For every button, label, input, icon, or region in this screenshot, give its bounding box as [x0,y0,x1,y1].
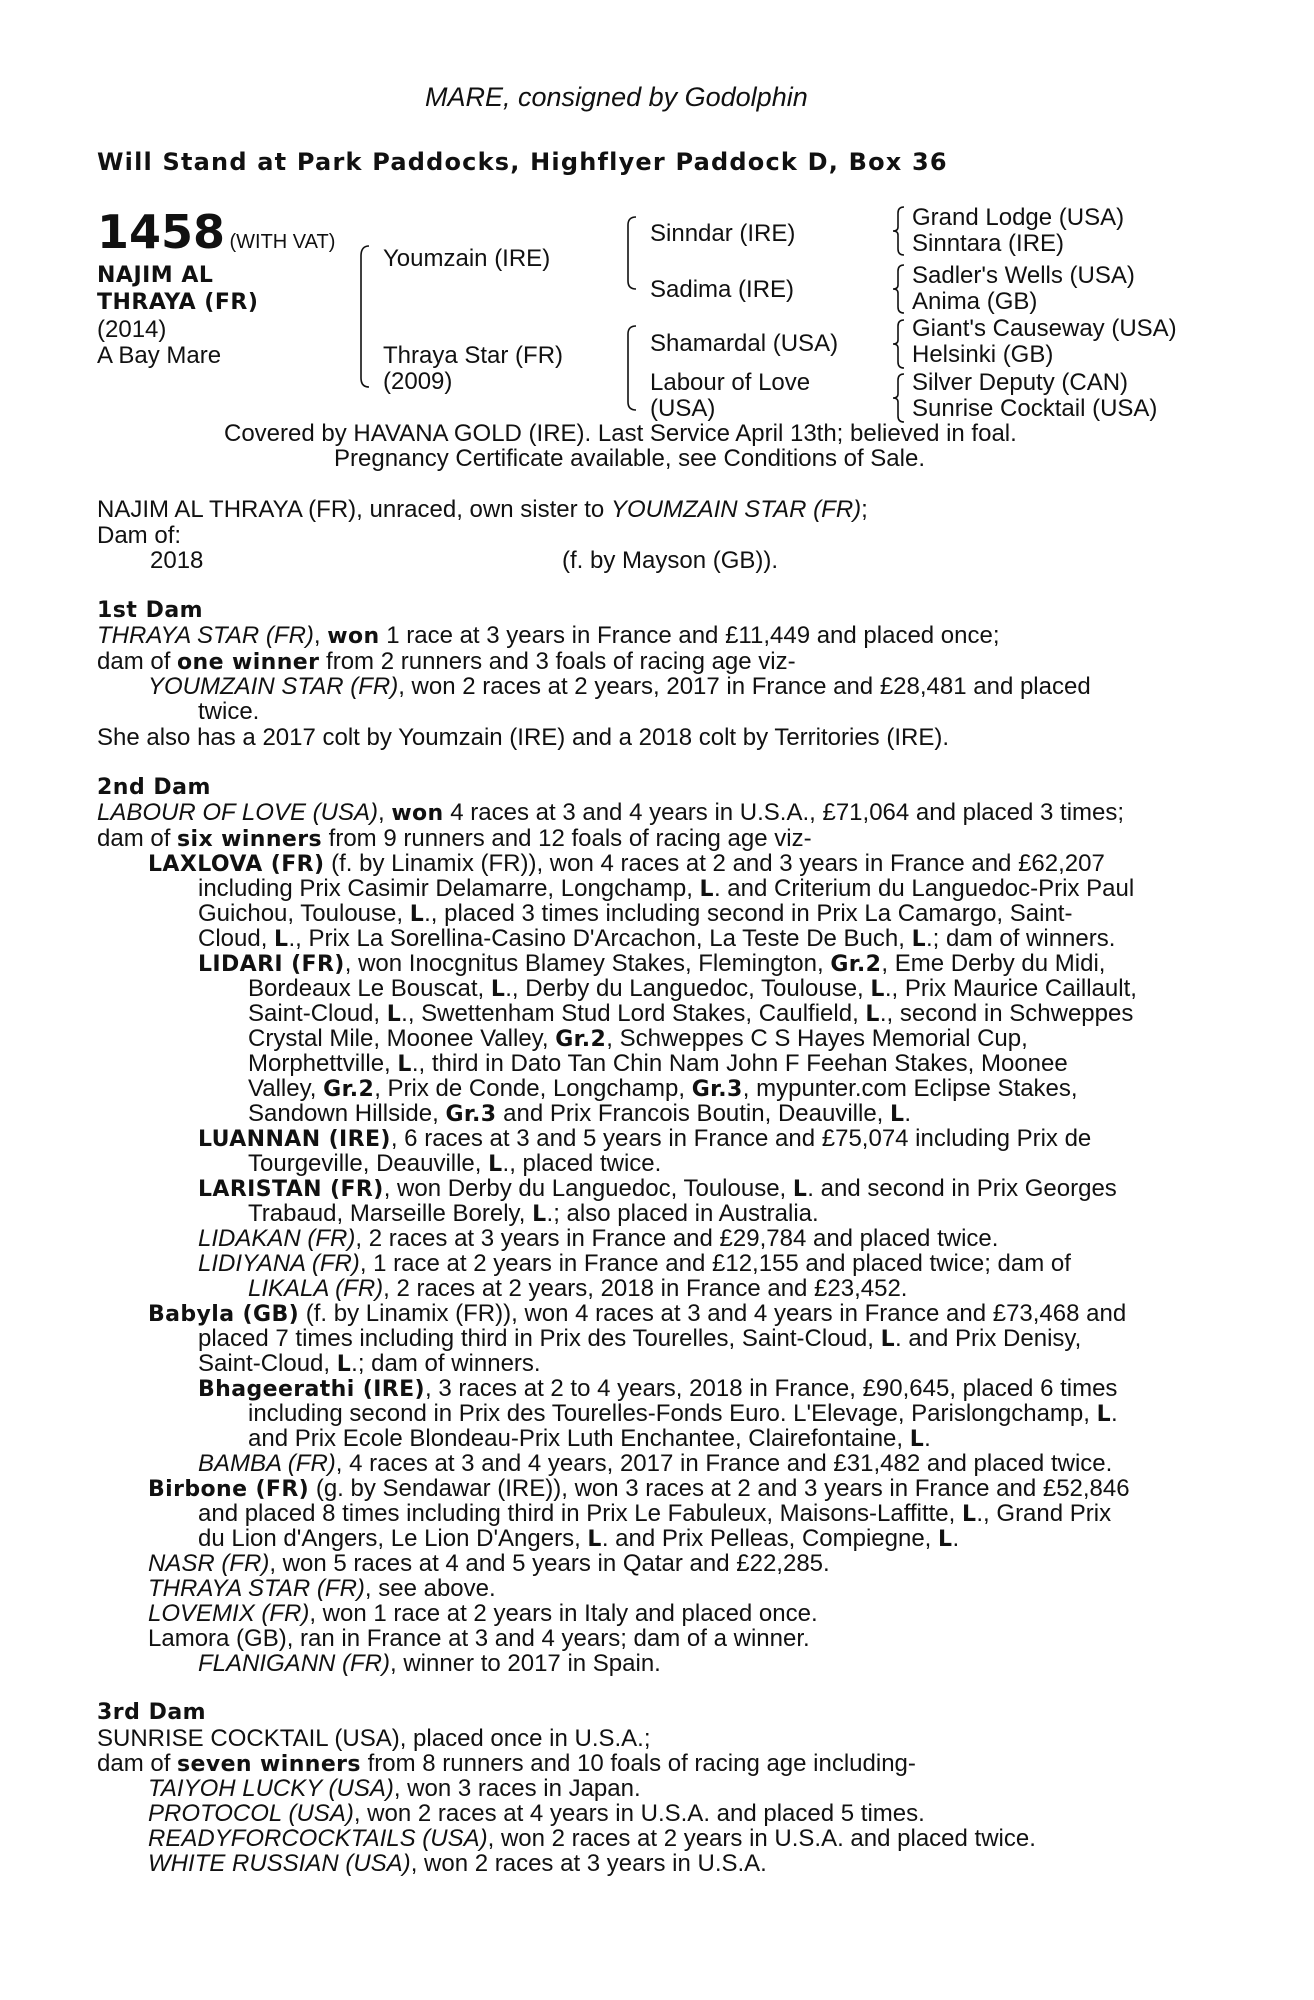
group-mark: Gr.2 [323,1077,375,1102]
text: du Lion d'Angers, Le Lion D'Angers, [198,1525,588,1552]
lidari-l3 [248,1000,1133,1028]
text: , won 2 races at 2 years in U.S.A. and placed twice. [487,1825,1036,1852]
text: , won 1 race at 2 years in Italy and placed once. [309,1600,818,1627]
first-dam-record: 1 race at 3 years in France and £11,449 and placed once; [379,622,1000,649]
vat-label: (WITH VAT) [229,231,336,253]
birbone-l2 [198,1500,1111,1528]
text: Tourgeville, Deauville, [248,1150,489,1177]
second-dam-line1 [97,799,1124,827]
pedigree-bracket-dam [622,324,642,412]
listed-mark: L [336,1352,352,1377]
text: . [904,1100,912,1127]
dam-of-pre: dam of [97,825,178,852]
first-dam-name: THRAYA STAR (FR) [97,622,314,649]
first-dam-progeny [148,673,1091,701]
lidari-name: LIDARI (FR) [198,952,345,977]
bhageerathi-name: Bhageerathi (IRE) [198,1377,426,1402]
listed-mark: L [961,1502,977,1527]
horse-name-line1: NAJIM AL [97,263,214,288]
intro-sister: YOUMZAIN STAR (FR) [610,496,862,523]
text: Cloud, [198,925,275,952]
text: , won Derby du Languedoc, Toulouse, [383,1175,793,1202]
taiyoh-name: TAIYOH LUCKY (USA) [148,1775,394,1802]
ped-dam-line1: Thraya Star (FR) [383,342,564,369]
text: (f. by Linamix (FR)), won 4 races at 3 and 4 years in France and £73,468 and [299,1300,1127,1327]
intro-text: NAJIM AL THRAYA (FR), unraced, own sister to [97,496,611,523]
lidari-l6 [248,1075,1078,1103]
second-dam-record: 4 races at 3 and 4 years in U.S.A., £71,064 and placed 3 times; [443,799,1125,826]
dam-of-label: Dam of: [97,522,182,549]
text: , Schweppes C S Hayes Memorial Cup, [606,1025,1028,1052]
group-mark: Gr.2 [830,952,882,977]
consignor-subtitle: MARE, consigned by Godolphin [425,82,808,112]
text: .; dam of winners. [351,1350,541,1377]
text: including Prix Casimir Delamarre, Longchamp, [198,875,700,902]
birbone-l3 [198,1525,959,1553]
bracket-ds [890,318,908,370]
runners-text: from 2 runners and 3 foals of racing age viz- [319,648,796,675]
listed-mark: L [880,1327,895,1352]
foal-desc: (f. by Mayson (GB)). [562,547,779,574]
third-dam-line2 [97,1750,916,1778]
listed-mark: L [890,1102,905,1127]
listed-mark: L [792,1177,808,1202]
bhag-l1 [198,1375,1117,1403]
babyla-name: Babyla (GB) [148,1302,300,1327]
second-dam-line2 [97,825,812,853]
text: Sandown Hillside, [248,1100,446,1127]
ped-dds: Silver Deputy (CAN) [912,369,1129,396]
text: , mypunter.com Eclipse Stakes, [742,1075,1078,1102]
text: , 2 races at 2 years, 2018 in France and £23,452. [383,1275,908,1302]
text: . and Prix Pelleas, Compiegne, [601,1525,939,1552]
ready-line [148,1825,1036,1853]
luannan-l1 [198,1125,1091,1153]
laristan-l2 [248,1200,819,1228]
covered-line1: Covered by HAVANA GOLD (IRE). Last Service April 13th; believed in foal. [224,420,1017,447]
text: placed 7 times including third in Prix des Tourelles, Saint-Cloud, [198,1325,881,1352]
text: , winner to 2017 in Spain. [390,1650,661,1677]
listed-mark: L [274,927,289,952]
laxlova-l2 [198,875,1134,903]
progeny-name: YOUMZAIN STAR (FR) [148,673,399,700]
text: ., Swettenham Stud Lord Stakes, Caulfield, [401,1000,866,1027]
bamba-line [198,1450,1112,1478]
lidiyana-line [198,1250,1071,1278]
first-dam-also: She also has a 2017 colt by Youmzain (IRE) and a 2018 colt by Territories (IRE). [97,724,950,751]
text: ., placed twice. [502,1150,662,1177]
luannan-l2 [248,1150,661,1178]
ped-dsd: Helsinki (GB) [912,341,1054,368]
text: Saint-Cloud, [248,1000,387,1027]
ped-dam-line2: (2009) [383,368,453,395]
text: , 3 races at 2 to 4 years, 2018 in France, £90,645, placed 6 times [425,1375,1118,1402]
text: , won 5 races at 4 and 5 years in Qatar and £22,285. [269,1550,830,1577]
lot-number-block [97,205,335,259]
first-dam-line1 [97,622,1000,650]
text: , Prix de Conde, Longchamp, [374,1075,692,1102]
group-mark: Gr.3 [691,1077,743,1102]
listed-mark: L [488,1152,503,1177]
first-dam-progeny-l2: twice. [198,698,260,725]
lovemix-line [148,1600,818,1628]
foal-year: 2018 [150,547,204,574]
listed-mark: L [699,877,714,902]
text: Saint-Cloud, [198,1350,337,1377]
runners-text: from 9 runners and 12 foals of racing age viz- [322,825,812,852]
text: , see above. [364,1575,496,1602]
text: .; also placed in Australia. [546,1200,819,1227]
lidakan-name: LIDAKAN (FR) [198,1225,356,1252]
ped-ssd: Sinntara (IRE) [912,230,1065,257]
listed-mark: L [938,1527,953,1552]
thraya-name: THRAYA STAR (FR) [148,1575,365,1602]
text: ., Derby du Languedoc, Toulouse, [505,975,871,1002]
white-line [148,1850,767,1878]
listed-mark: L [865,1002,880,1027]
second-dam-heading: 2nd Dam [97,775,211,800]
text: (f. by Linamix (FR)), won 4 races at 2 and 3 years in France and £62,207 [324,850,1105,877]
ped-sdd: Anima (GB) [912,288,1038,315]
nasr-name: NASR (FR) [148,1550,270,1577]
laxlova-l3 [198,900,1072,928]
laxlova-l4 [198,925,1115,953]
laristan-l1 [198,1175,1117,1203]
listed-mark: L [909,1427,925,1452]
text: , 4 races at 3 and 4 years, 2017 in France and £31,482 and placed twice. [335,1450,1113,1477]
text: .; dam of winners. [926,925,1116,952]
horse-year: (2014) [97,316,167,343]
lidari-l7 [248,1100,911,1128]
winners-bold: one winner [177,650,320,675]
text: ., Prix Maurice Caillault, [884,975,1137,1002]
ped-sire: Youmzain (IRE) [383,245,551,272]
lidiyana-name: LIDIYANA (FR) [198,1250,360,1277]
text: , won 2 races at 3 years in U.S.A. [410,1850,767,1877]
text: Crystal Mile, Moonee Valley, [248,1025,556,1052]
pedigree-bracket-gen1 [355,244,375,389]
laxlova-l1 [148,850,1105,878]
ped-dam-sire: Shamardal (USA) [650,330,839,357]
text: ., Prix La Sorellina-Casino D'Arcachon, La Teste De Buch, [288,925,912,952]
listed-mark: L [532,1202,547,1227]
bhag-l3 [248,1425,931,1453]
text: . [952,1525,960,1552]
lidari-l5 [248,1050,1068,1078]
protocol-name: PROTOCOL (USA) [148,1800,354,1827]
first-dam-heading: 1st Dam [97,598,204,623]
covered-line2: Pregnancy Certificate available, see Conditions of Sale. [334,445,925,472]
birbone-l1 [148,1475,1130,1503]
listed-mark: L [386,1002,402,1027]
text: and placed 8 times including third in Prix Le Fabuleux, Maisons-Laffitte, [198,1500,962,1527]
laristan-name: LARISTAN (FR) [198,1177,384,1202]
text: and Prix Ecole Blondeau-Prix Luth Enchantee, Clairefontaine, [248,1425,910,1452]
thraya-line [148,1575,496,1603]
location-header: Will Stand at Park Paddocks, Highflyer Paddock D, Box 36 [97,148,948,176]
text: , 6 races at 3 and 5 years in France and £75,074 including Prix de [390,1125,1092,1152]
group-mark: Gr.3 [445,1102,497,1127]
ped-sire-sire: Sinndar (IRE) [650,220,796,247]
text: , won 3 races in Japan. [393,1775,641,1802]
lamora-line: Lamora (GB), ran in France at 3 and 4 years; dam of a winner. [148,1625,810,1652]
babyla-l1 [148,1300,1126,1328]
pedigree-bracket-sire [622,215,642,292]
runners-text: from 8 runners and 10 foals of racing age including- [360,1750,916,1777]
listed-mark: L [490,977,506,1002]
text: . [1111,1400,1118,1427]
ready-name: READYFORCOCKTAILS (USA) [148,1825,488,1852]
ped-sire-dam: Sadima (IRE) [650,276,795,303]
flanigann-line [198,1650,661,1678]
listed-mark: L [397,1052,412,1077]
listed-mark: L [587,1527,602,1552]
text: , won Inocgnitus Blamey Stakes, Flemington, [344,950,831,977]
third-dam-heading: 3rd Dam [97,1700,207,1725]
group-mark: Gr.2 [555,1027,607,1052]
text: Morphettville, [248,1050,398,1077]
flanigann-name: FLANIGANN (FR) [198,1650,390,1677]
text: , 1 race at 2 years in France and £12,155 and placed twice; dam of [359,1250,1071,1277]
progeny-record: , won 2 races at 2 years, 2017 in France and £28,481 and placed [398,673,1091,700]
text: , 2 races at 3 years in France and £29,784 and placed twice. [355,1225,999,1252]
listed-mark: L [1096,1402,1112,1427]
text: , Eme Derby du Midi, [881,950,1106,977]
text: . [924,1425,931,1452]
lidari-l1 [198,950,1105,978]
ped-dam-dam-line1: Labour of Love [650,369,811,396]
bracket-ss [890,205,908,257]
nasr-line [148,1550,830,1578]
text: ., third in Dato Tan Chin Nam John F Feehan Stakes, Moonee [411,1050,1068,1077]
horse-name-line2: THRAYA (FR) [97,290,259,315]
text: Bordeaux Le Bouscat, [248,975,491,1002]
dam-of-pre: dam of [97,1750,178,1777]
won-bold: won [327,624,380,649]
intro-line [97,496,868,524]
white-name: WHITE RUSSIAN (USA) [148,1850,411,1877]
dam-of-pre: dam of [97,648,178,675]
text: ., Grand Prix [976,1500,1112,1527]
text: Trabaud, Marseille Borely, [248,1200,533,1227]
ped-dss: Giant's Causeway (USA) [912,315,1177,342]
text: ., second in Schweppes [879,1000,1134,1027]
text: Guichou, Toulouse, [198,900,410,927]
listed-mark: L [870,977,885,1002]
taiyoh-line [148,1775,641,1803]
lot-number: 1458 [97,205,226,259]
babyla-l2 [198,1325,1081,1353]
text: . and Prix Denisy, [895,1325,1082,1352]
bamba-name: BAMBA (FR) [198,1450,336,1477]
bhag-l2 [248,1400,1118,1428]
ped-dam-dam-line2: (USA) [650,395,716,422]
text: , won 2 races at 4 years in U.S.A. and placed 5 times. [353,1800,925,1827]
birbone-name: Birbone (FR) [148,1477,310,1502]
ped-sds: Sadler's Wells (USA) [912,262,1135,289]
lidakan-line [198,1225,998,1253]
sep: , [377,799,392,826]
lidari-l2 [248,975,1137,1003]
listed-mark: L [911,927,926,952]
text: . and Criterium du Languedoc-Prix Paul [713,875,1135,902]
bracket-sd [890,263,908,315]
second-dam-name: LABOUR OF LOVE (USA) [97,799,378,826]
third-dam-line1: SUNRISE COCKTAIL (USA), placed once in U.S.A.; [97,1725,651,1752]
lidari-l4 [248,1025,1028,1053]
winners-bold: seven winners [177,1752,361,1777]
text: ., placed 3 times including second in Prix La Camargo, Saint- [424,900,1073,927]
luannan-name: LUANNAN (IRE) [198,1127,391,1152]
sep: , [313,622,328,649]
intro-end: ; [861,496,868,523]
protocol-line [148,1800,925,1828]
bracket-dd [890,372,908,424]
ped-ddd: Sunrise Cocktail (USA) [912,395,1158,422]
text: Valley, [248,1075,324,1102]
won-bold: won [391,801,444,826]
babyla-l3 [198,1350,541,1378]
text: . and second in Prix Georges [807,1175,1117,1202]
text: including second in Prix des Tourelles-Fonds Euro. L'Elevage, Parislongchamp, [248,1400,1097,1427]
text: and Prix Francois Boutin, Deauville, [496,1100,890,1127]
horse-description: A Bay Mare [97,342,222,369]
lovemix-name: LOVEMIX (FR) [148,1600,310,1627]
likala-name: LIKALA (FR) [248,1275,384,1302]
winners-bold: six winners [177,827,322,852]
first-dam-line2 [97,648,796,676]
listed-mark: L [409,902,425,927]
laxlova-name: LAXLOVA (FR) [148,852,325,877]
likala-line [248,1275,907,1303]
text: (g. by Sendawar (IRE)), won 3 races at 2 and 3 years in France and £52,846 [309,1475,1130,1502]
ped-sss: Grand Lodge (USA) [912,204,1125,231]
